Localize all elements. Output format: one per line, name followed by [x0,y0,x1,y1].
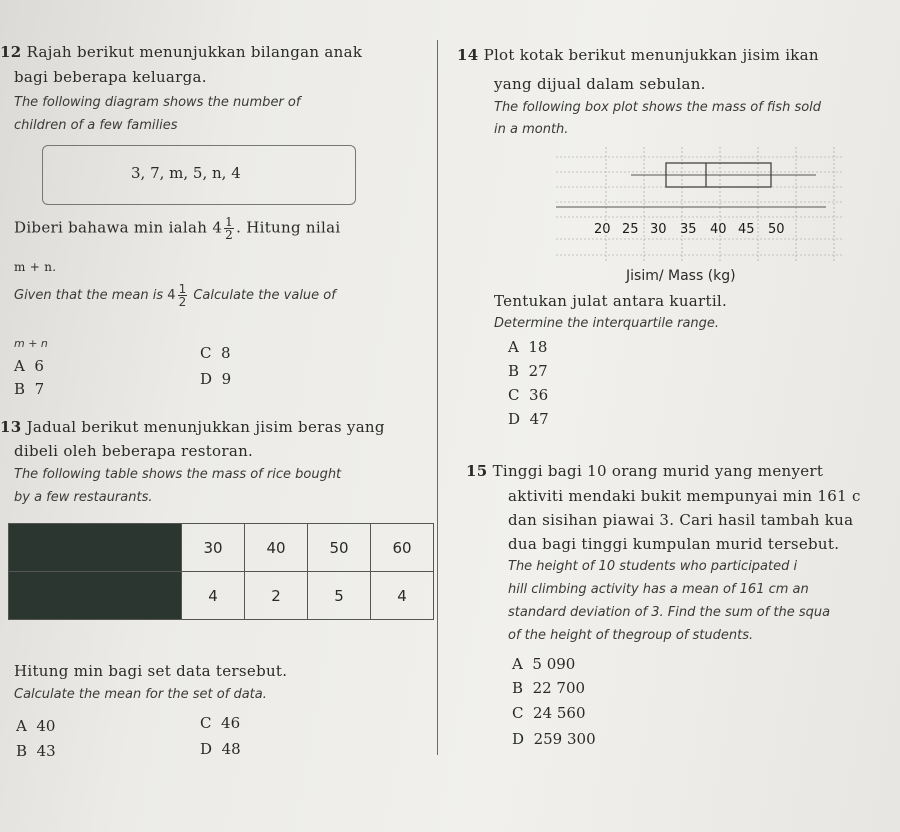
q15-option-a-value: 5 090 [532,655,576,673]
q15-option-d-letter: D [512,730,525,748]
q14-ms-text1: Plot kotak berikut menunjukkan jisim ikan [483,46,819,64]
q15-ms-line2: aktiviti mendaki bukit mempunyai min 161 c [508,487,861,505]
q14-ms-ask: Tentukan julat antara kuartil. [494,292,728,310]
q12-data-list: 3, 7, m, 5, n, 4 [131,164,241,182]
q14-tick-label: 40 [710,222,727,237]
q14-en-ask: Determine the interquartile range. [494,316,720,331]
q15-option-c-letter: C [512,704,524,722]
q13-option-a-value: 40 [36,717,56,735]
q12-option-a[interactable] [14,357,44,375]
q14-axis-label: Jisim/ Mass (kg) [626,268,736,284]
q12-option-a-value: 6 [34,357,44,375]
q14-grid [556,147,842,262]
q12-en-given-pre: Given that the mean is [14,288,164,303]
q14-option-d-letter: D [508,410,521,428]
q13-option-c-letter: C [200,714,212,732]
q14-option-b[interactable] [508,362,548,380]
q12-ms-mean-frac [224,216,234,241]
q12-ms-line2: bagi beberapa keluarga. [14,68,207,86]
q13-count-cell: 4 [371,572,434,620]
q12-option-d-value: 9 [221,370,232,388]
q12-en-mean-frac [178,283,188,308]
q13-table-header-count [9,572,182,620]
q13-mass-cell: 60 [371,524,434,572]
q12-option-b-letter: B [14,380,26,398]
q13-en-line1: The following table shows the mass of rice bought [14,467,342,482]
q14-tick-label: 25 [622,222,639,237]
q13-option-a[interactable] [16,717,55,735]
q12-en-mean-den: 2 [178,295,187,309]
q13-option-d[interactable] [200,740,241,758]
q12-en-given-post: Calculate the value of [193,288,336,303]
q13-mass-cell: 50 [308,524,371,572]
q14-tick-label: 50 [768,222,785,237]
q13-mass-cell: 40 [245,524,308,572]
q15-option-a[interactable] [512,655,575,673]
q12-en-mn: m + n [14,337,48,350]
q13-option-d-letter: D [200,740,213,758]
q12-ms-mn: m + n. [14,260,57,274]
q15-en-line2: hill climbing activity has a mean of 161 cm an [508,582,809,597]
q15-number: 15 [466,462,488,480]
q12-en-line1: The following diagram shows the number of [14,95,301,110]
q12-en-given [14,283,336,308]
q14-option-d-value: 47 [529,410,549,428]
q14-tick-label: 45 [738,222,755,237]
q14-option-a-letter: A [508,338,519,356]
q12-ms-mean-num: 1 [225,215,234,229]
q12-ms-line1 [0,43,362,61]
q15-option-d[interactable] [512,730,596,748]
q15-option-b-value: 22 700 [532,679,586,697]
q14-en-line1: The following box plot shows the mass of fish sold [494,100,822,115]
q14-option-a[interactable] [508,338,547,356]
q15-option-c-value: 24 560 [533,704,586,722]
q14-ms-line2: yang dijual dalam sebulan. [494,75,706,93]
q13-table-row-count [9,572,434,620]
q13-count-cell: 4 [182,572,245,620]
q15-option-b-letter: B [512,679,524,697]
q14-tick-label: 20 [594,222,611,237]
q13-mass-cell: 30 [182,524,245,572]
q13-option-a-letter: A [16,717,27,735]
q15-en-line3: standard deviation of 3. Find the sum of the squa [508,605,831,620]
q14-option-b-value: 27 [528,362,548,380]
q12-number: 12 [0,43,22,61]
q13-ms-line2: dibeli oleh beberapa restoran. [14,442,254,460]
q12-en-line2: children of a few families [14,118,178,133]
q13-option-c-value: 46 [221,714,241,732]
q13-table-header-mass [9,524,182,572]
q13-option-b-letter: B [16,742,28,760]
q12-ms-mean-whole: 4 [212,218,223,237]
q14-option-d[interactable] [508,410,549,428]
q12-option-c-letter: C [200,344,212,362]
q12-option-c[interactable] [200,344,231,362]
q13-ms-line1 [0,418,385,436]
q12-ms-given-post: . Hitung nilai [236,218,341,237]
q13-count-cell: 2 [245,572,308,620]
q13-option-b[interactable] [16,742,56,760]
q12-ms-text1: Rajah berikut menunjukkan bilangan anak [26,43,363,61]
q13-ms-ask: Hitung min bagi set data tersebut. [14,662,288,680]
q13-en-ask: Calculate the mean for the set of data. [14,687,267,702]
column-divider [437,40,438,755]
q13-ms-text1: Jadual berikut menunjukkan jisim beras yang [26,418,385,436]
q12-data-box [42,145,356,205]
q14-option-c-letter: C [508,386,520,404]
q15-option-b[interactable] [512,679,585,697]
q14-box-plot [556,147,842,262]
q12-en-mean-num: 1 [178,282,187,296]
q15-en-line1: The height of 10 students who participated i [508,559,798,574]
q14-option-c[interactable] [508,386,548,404]
q14-option-b-letter: B [508,362,520,380]
q14-tick-label: 30 [650,222,667,237]
q13-number: 13 [0,418,22,436]
q13-table-row-mass [9,524,434,572]
q15-ms-line3: dan sisihan piawai 3. Cari hasil tambah kua [508,511,854,529]
q12-option-c-value: 8 [221,344,231,362]
q12-ms-given [14,216,340,241]
q13-en-line2: by a few restaurants. [14,490,153,505]
q12-option-d[interactable] [200,370,231,388]
q14-option-a-value: 18 [528,338,548,356]
q15-ms-text1: Tinggi bagi 10 orang murid yang menyert [492,462,824,480]
q12-ms-given-pre: Diberi bahawa min ialah [14,218,208,237]
q12-en-mean-whole: 4 [167,288,176,303]
q15-en-line4: of the height of thegroup of students. [508,628,754,643]
q12-option-b-value: 7 [34,380,45,398]
q13-option-b-value: 43 [36,742,56,760]
q12-option-d-letter: D [200,370,213,388]
q14-option-c-value: 36 [529,386,549,404]
q14-tick-label: 35 [680,222,697,237]
q13-option-d-value: 48 [221,740,241,758]
q15-option-a-letter: A [512,655,523,673]
q14-number: 14 [457,46,479,64]
q14-ms-line1 [457,46,819,64]
q13-rice-table [8,523,434,620]
q12-option-a-letter: A [14,357,25,375]
q15-option-c[interactable] [512,704,586,722]
q12-option-b[interactable] [14,380,44,398]
q15-ms-line4: dua bagi tinggi kumpulan murid tersebut. [508,535,840,553]
q14-en-line2: in a month. [494,122,569,137]
q15-ms-line1 [466,462,823,480]
q15-option-d-value: 259 300 [533,730,596,748]
q12-ms-mean-den: 2 [225,228,234,242]
q13-count-cell: 5 [308,572,371,620]
q13-option-c[interactable] [200,714,240,732]
